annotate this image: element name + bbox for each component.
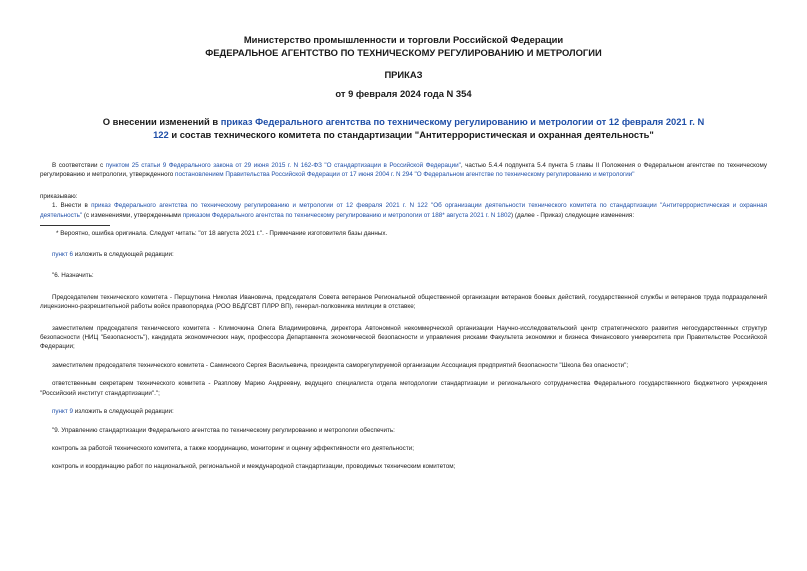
point6-intro xyxy=(40,250,767,259)
control-paragraph-1: контроль за работой технического комитета, а также координацию, мониторинг и оценку эффективности его деятельности; xyxy=(52,444,414,452)
item1-text-1: 1. Внести в xyxy=(52,202,92,210)
title-order-link[interactable]: приказ Федерального агентства по техническому регулированию и метрологии от 12 февраля 2021 г. N 122 xyxy=(153,116,705,140)
point6-heading: "6. Назначить: xyxy=(52,272,94,280)
item1-text-2: (с изменениями, утвержденными xyxy=(82,211,183,219)
order-122-link[interactable]: приказ Федерального агентства по техническому регулированию и метрологии от 12 февраля 2021 г. N 122 "Об организации деятельности технического комитета по стандартизации "Антитеррористическая и охранная деятельность" xyxy=(40,202,767,219)
order-date: от 9 февраля 2024 года N 354 xyxy=(335,87,472,99)
item1-text-3: ) (далее - Приказ) следующие изменения: xyxy=(511,211,635,219)
item1-paragraph xyxy=(40,201,767,220)
order-1802-link[interactable]: приказом Федерального агентства по техническому регулированию и метрологии от 188* августа 2021 г. N 1802 xyxy=(182,211,512,219)
footnote-divider xyxy=(40,225,110,226)
preamble-text-1: В соответствии с xyxy=(52,162,106,169)
footnote: * Вероятно, ошибка оригинала. Следует читать: "от 18 августа 2021 г.". - Примечание изготовителя базы данных. xyxy=(56,230,388,238)
document-title xyxy=(40,116,767,141)
control-paragraph-2: контроль и координацию работ по национальной, региональной и международной стандартизации, проводимых техническим комитетом; xyxy=(52,463,456,471)
secretary-paragraph: ответственным секретарем технического комитета - Разплову Марию Андреевну, ведущего специалиста отдела методологии стандартизации и регионального сотрудничества Федерального государственного бюджетного учреждения "Российский институт стандартизации"."; xyxy=(40,380,767,397)
point9-link[interactable]: пункт 9 xyxy=(52,408,73,416)
point6-link[interactable]: пункт 6 xyxy=(52,251,73,259)
point9-intro-text: изложить в следующей редакции: xyxy=(73,408,174,416)
preamble-text-2: , частью 5.4.4 подпункта 5.4 пункта 5 главы II Положения о Федеральном агентстве по техническому регулированию и метрологии, утвержденного xyxy=(40,162,768,179)
point9-intro xyxy=(40,407,767,416)
government-resolution-link[interactable]: постановлением Правительства Российской Федерации от 17 июня 2004 г. N 294 "О Федеральном агентстве по техническому регулированию и метрологии" xyxy=(175,171,635,179)
ministry-name: Министерство промышленности и торговли Российской Федерации xyxy=(243,34,564,45)
orders-word: приказываю: xyxy=(40,192,78,200)
point9-heading: "9. Управлению стандартизации Федерального агентства по техническому регулированию и метрологии обеспечить: xyxy=(52,426,395,434)
preamble-paragraph xyxy=(40,161,767,180)
title-suffix: и состав технического комитета по стандартизации "Антитеррористическая и охранная деятельность" xyxy=(168,128,654,140)
deputy2-paragraph: заместителем председателя технического комитета - Саминского Сергея Васильевича, президента саморегулируемой организации Ассоциация предприятий безопасности "Школа без опасности"; xyxy=(52,361,629,369)
point6-intro-text: изложить в следующей редакции: xyxy=(73,251,174,259)
chair-paragraph: Председателем технического комитета - Перщуткина Николая Ивановича, председателя Совета ветеранов Региональной общественной организации ветеранов боевых действий, государственной службы и ветеранов труда подразделений лицензионно-разрешительной работы войск правопорядка (РОО ВБДГСВТ ПЛРР ВП), генерал-полковника милиции в отставке; xyxy=(40,293,767,311)
federal-law-link[interactable]: пунктом 25 статьи 9 Федерального закона от 29 июня 2015 г. N 162-ФЗ "О стандартизации в Российской Федерации" xyxy=(105,162,461,169)
title-prefix: О внесении изменений в xyxy=(102,116,221,127)
order-heading: ПРИКАЗ xyxy=(384,69,423,80)
agency-name: ФЕДЕРАЛЬНОЕ АГЕНТСТВО ПО ТЕХНИЧЕСКОМУ РЕГУЛИРОВАНИЮ И МЕТРОЛОГИИ xyxy=(205,46,602,58)
deputy-paragraph: заместителем председателя технического комитета - Климочкина Олега Владимировича, директора Автономной некоммерческой организации Научно-исследовательский центр стратегического развития негосударственных структур безопасности (НИЦ "Безопасность"), кандидата экономических наук, профессора Департамента экономической безопасности и управления рисками Факультета экономики и бизнеса Финансового университета при Правительстве Российской Федерации; xyxy=(40,324,767,351)
